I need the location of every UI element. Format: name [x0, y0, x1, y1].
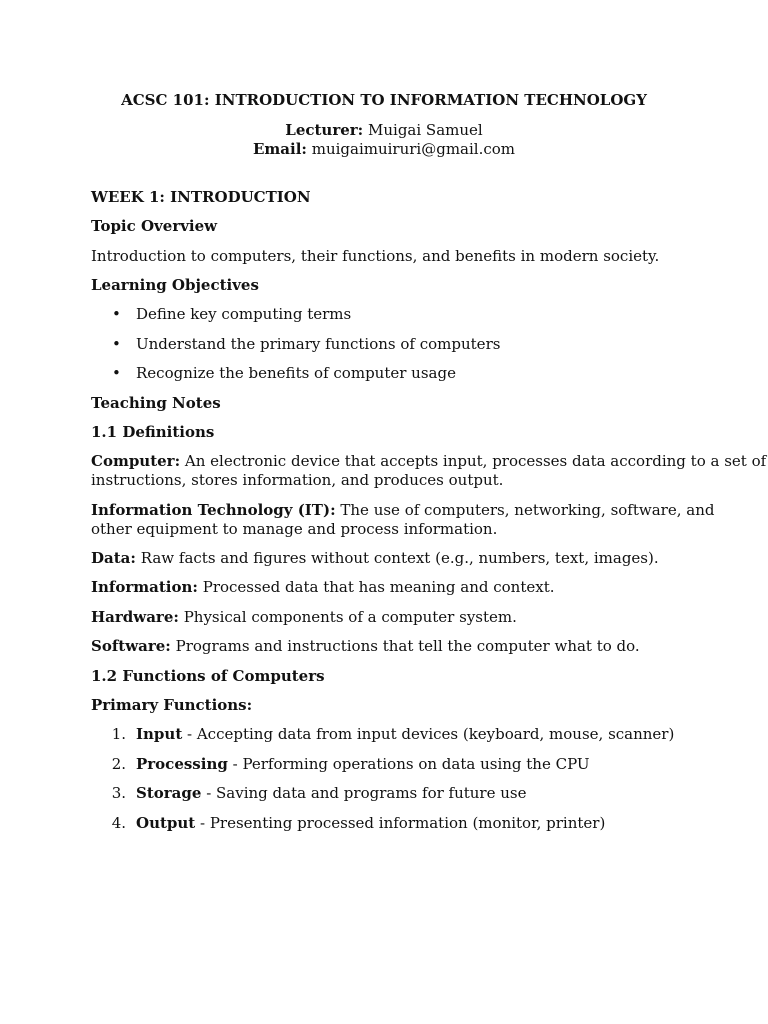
definition-software: Software: Programs and instructions that tell the computer what to do.	[91, 637, 640, 655]
definition-information: Information: Processed data that has meaning and context.	[91, 578, 555, 596]
list-number: 3.	[111, 784, 126, 802]
definition-term: Hardware:	[91, 608, 179, 626]
topic-overview-text: Introduction to computers, their functions, and benefits in modern society.	[91, 247, 660, 265]
list-item: Processing - Performing operations on data using the CPU	[136, 755, 590, 773]
definition-it-cont: other equipment to manage and process information.	[91, 520, 498, 538]
teaching-notes-heading: Teaching Notes	[91, 394, 221, 412]
definition-hardware: Hardware: Physical components of a computer system.	[91, 608, 517, 626]
course-title: ACSC 101: INTRODUCTION TO INFORMATION TECHNOLOGY	[121, 91, 647, 109]
bullet-icon: •	[112, 305, 121, 323]
definition-term: Data:	[91, 549, 136, 567]
functions-heading: 1.2 Functions of Computers	[91, 667, 325, 685]
bullet-icon: •	[112, 364, 121, 382]
list-number: 4.	[111, 814, 126, 832]
primary-functions-heading: Primary Functions:	[91, 696, 253, 714]
email-value: muigaimuiruri@gmail.com	[311, 140, 516, 158]
list-number: 2.	[111, 755, 126, 773]
bullet-icon: •	[112, 335, 121, 353]
definition-data: Data: Raw facts and figures without context (e.g., numbers, text, images).	[91, 549, 659, 567]
definition-it: Information Technology (IT): The use of computers, networking, software, and	[91, 501, 715, 519]
definition-term: Information Technology (IT):	[91, 501, 336, 519]
week-heading: WEEK 1: INTRODUCTION	[91, 188, 311, 206]
list-item: Understand the primary functions of computers	[136, 335, 501, 353]
lecturer-label: Lecturer:	[285, 121, 364, 139]
definitions-heading: 1.1 Definitions	[91, 423, 215, 441]
list-item: Input - Accepting data from input devices (keyboard, mouse, scanner)	[136, 725, 675, 743]
list-item: Recognize the benefits of computer usage	[136, 364, 456, 382]
lecturer-line	[0, 121, 768, 140]
list-item: Output - Presenting processed information (monitor, printer)	[136, 814, 606, 832]
email-line	[0, 140, 768, 159]
definition-computer-cont: instructions, stores information, and produces output.	[91, 471, 504, 489]
definition-term: Computer:	[91, 452, 181, 470]
list-item: Storage - Saving data and programs for future use	[136, 784, 527, 802]
objectives-heading: Learning Objectives	[91, 276, 259, 294]
list-number: 1.	[111, 725, 126, 743]
definition-computer: Computer: An electronic device that accepts input, processes data according to a set of	[91, 452, 767, 470]
email-label: Email:	[252, 140, 307, 158]
list-item: Define key computing terms	[136, 305, 352, 323]
definition-term: Software:	[91, 637, 171, 655]
lecturer-name: Muigai Samuel	[368, 121, 483, 139]
topic-overview-heading: Topic Overview	[91, 217, 218, 235]
definition-term: Information:	[91, 578, 198, 596]
